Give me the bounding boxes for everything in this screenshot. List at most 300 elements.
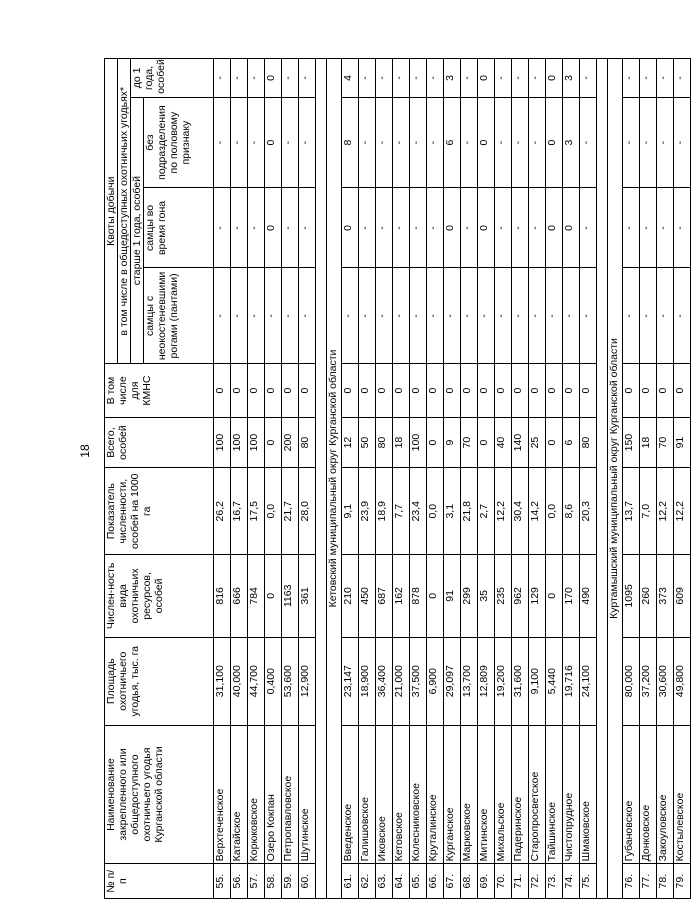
row-density: 8,6	[563, 468, 580, 555]
row-density: 12,2	[674, 468, 691, 555]
row-males-antlers: -	[461, 268, 478, 364]
row-males-antlers: -	[265, 268, 282, 364]
row-under1: -	[623, 59, 640, 98]
row-number: 60.	[299, 864, 316, 899]
header-under1: до 1 года, особей	[131, 59, 214, 98]
row-kmns: 0	[623, 364, 640, 417]
row-under1: -	[393, 59, 410, 98]
row-total: 100	[410, 417, 427, 468]
row-population: 162	[393, 555, 410, 638]
row-total: 0	[427, 417, 444, 468]
row-males-antlers: -	[623, 268, 640, 364]
row-area: 24,100	[580, 637, 597, 725]
row-area: 37,500	[410, 637, 427, 725]
row-name: Петропавловское	[282, 725, 299, 864]
row-kmns: 0	[393, 364, 410, 417]
row-name: Кетовское	[393, 725, 410, 864]
row-males-rut: -	[512, 188, 529, 268]
row-name: Шмаковское	[580, 725, 597, 864]
row-total: 0	[265, 417, 282, 468]
row-population: 129	[529, 555, 546, 638]
row-density: 14,2	[529, 468, 546, 555]
row-males-antlers: -	[580, 268, 597, 364]
row-number: 62.	[359, 864, 376, 899]
row-total: 80	[376, 417, 393, 468]
section-row	[327, 59, 342, 899]
row-males-antlers: -	[495, 268, 512, 364]
row-under1: 0	[478, 59, 495, 98]
spacer-row	[316, 59, 327, 899]
row-under1: 4	[342, 59, 359, 98]
row-males-antlers: -	[640, 268, 657, 364]
row-name: Верхтеченское	[214, 725, 231, 864]
section-title: Куртамышский муниципальный округ Курганской области	[608, 59, 623, 899]
row-population: 35	[478, 555, 495, 638]
table-row	[563, 59, 580, 899]
row-population: 91	[444, 555, 461, 638]
row-under1: -	[282, 59, 299, 98]
row-under1: -	[657, 59, 674, 98]
row-males-antlers: -	[427, 268, 444, 364]
row-kmns: 0	[546, 364, 563, 417]
table-row	[546, 59, 563, 899]
row-males-rut: -	[623, 188, 640, 268]
row-population: 490	[580, 555, 597, 638]
row-name: Падеринское	[512, 725, 529, 864]
row-total: 25	[529, 417, 546, 468]
row-population: 260	[640, 555, 657, 638]
row-area: 13,700	[461, 637, 478, 725]
row-number: 55.	[214, 864, 231, 899]
row-name: Костылевское	[674, 725, 691, 864]
row-population: 609	[674, 555, 691, 638]
row-area: 40,000	[231, 637, 248, 725]
row-area: 23,147	[342, 637, 359, 725]
table-row	[657, 59, 674, 899]
row-males-rut: -	[427, 188, 444, 268]
table-row	[640, 59, 657, 899]
table-row	[674, 59, 691, 899]
header-num: № п/п	[105, 864, 214, 899]
header-quota-group: Квоты добычи	[105, 59, 118, 364]
row-under1: 3	[444, 59, 461, 98]
row-under1: -	[231, 59, 248, 98]
row-no-sex: -	[410, 97, 427, 188]
row-number: 78.	[657, 864, 674, 899]
row-name: Озеро Кокпан	[265, 725, 282, 864]
section-row	[608, 59, 623, 899]
row-density: 0,0	[546, 468, 563, 555]
row-males-antlers: -	[444, 268, 461, 364]
row-males-rut: -	[410, 188, 427, 268]
row-under1: 0	[546, 59, 563, 98]
row-kmns: 0	[265, 364, 282, 417]
table-row	[427, 59, 444, 899]
row-population: 299	[461, 555, 478, 638]
row-total: 0	[478, 417, 495, 468]
row-number: 58.	[265, 864, 282, 899]
row-under1: 0	[265, 59, 282, 98]
row-name: Курганское	[444, 725, 461, 864]
header-males-antlers: самцы с неокостеневшими рогами (пантами)	[144, 268, 214, 364]
row-males-antlers: -	[529, 268, 546, 364]
row-number: 70.	[495, 864, 512, 899]
row-total: 200	[282, 417, 299, 468]
row-kmns: 0	[299, 364, 316, 417]
row-males-antlers: -	[478, 268, 495, 364]
row-density: 13,7	[623, 468, 640, 555]
row-under1: -	[359, 59, 376, 98]
row-males-antlers: -	[546, 268, 563, 364]
row-kmns: 0	[282, 364, 299, 417]
row-population: 666	[231, 555, 248, 638]
row-males-rut: 0	[342, 188, 359, 268]
row-males-rut: 0	[444, 188, 461, 268]
row-males-rut: 0	[265, 188, 282, 268]
row-males-antlers: -	[674, 268, 691, 364]
row-no-sex: -	[657, 97, 674, 188]
row-name: Старопросветское	[529, 725, 546, 864]
row-population: 0	[427, 555, 444, 638]
row-density: 21,7	[282, 468, 299, 555]
row-total: 140	[512, 417, 529, 468]
row-kmns: 0	[376, 364, 393, 417]
row-total: 0	[546, 417, 563, 468]
row-males-rut: -	[376, 188, 393, 268]
row-under1: -	[580, 59, 597, 98]
row-males-antlers: -	[282, 268, 299, 364]
row-name: Шутинское	[299, 725, 316, 864]
row-under1: -	[214, 59, 231, 98]
row-under1: -	[461, 59, 478, 98]
row-kmns: 0	[657, 364, 674, 417]
row-name: Галишовское	[359, 725, 376, 864]
row-kmns: 0	[495, 364, 512, 417]
row-population: 1163	[282, 555, 299, 638]
row-males-rut: -	[657, 188, 674, 268]
row-population: 373	[657, 555, 674, 638]
row-density: 9,1	[342, 468, 359, 555]
row-area: 29,097	[444, 637, 461, 725]
row-number: 77.	[640, 864, 657, 899]
row-area: 18,900	[359, 637, 376, 725]
row-under1: -	[495, 59, 512, 98]
table-row	[461, 59, 478, 899]
header-total: Всего, особей	[105, 417, 214, 468]
spacer-cell	[316, 59, 327, 899]
row-area: 36,400	[376, 637, 393, 725]
row-name: Марковское	[461, 725, 478, 864]
row-number: 57.	[248, 864, 265, 899]
row-total: 91	[674, 417, 691, 468]
row-name: Круталинское	[427, 725, 444, 864]
row-under1: 3	[563, 59, 580, 98]
row-males-rut: -	[248, 188, 265, 268]
row-kmns: 0	[674, 364, 691, 417]
table-row	[529, 59, 546, 899]
row-total: 100	[248, 417, 265, 468]
spacer-row	[597, 59, 608, 899]
row-kmns: 0	[231, 364, 248, 417]
table-row	[376, 59, 393, 899]
table-row	[410, 59, 427, 899]
row-density: 0,0	[265, 468, 282, 555]
row-name: Катайское	[231, 725, 248, 864]
table-body	[214, 59, 691, 899]
row-area: 31,600	[512, 637, 529, 725]
row-under1: -	[640, 59, 657, 98]
row-kmns: 0	[444, 364, 461, 417]
row-area: 53,600	[282, 637, 299, 725]
header-public-group: в том числе в общедоступных охотничьих угодьях*	[118, 59, 131, 364]
row-males-antlers: -	[342, 268, 359, 364]
row-no-sex: -	[231, 97, 248, 188]
table-row	[214, 59, 231, 899]
spacer-cell	[597, 59, 608, 899]
row-no-sex: -	[376, 97, 393, 188]
table-row	[231, 59, 248, 899]
row-no-sex: 6	[444, 97, 461, 188]
table-row	[393, 59, 410, 899]
row-number: 75.	[580, 864, 597, 899]
row-area: 0,400	[265, 637, 282, 725]
row-population: 0	[265, 555, 282, 638]
row-density: 16,7	[231, 468, 248, 555]
row-density: 12,2	[495, 468, 512, 555]
row-number: 65.	[410, 864, 427, 899]
row-area: 9,100	[529, 637, 546, 725]
row-no-sex: -	[393, 97, 410, 188]
row-total: 9	[444, 417, 461, 468]
row-name: Тайшинское	[546, 725, 563, 864]
row-number: 73.	[546, 864, 563, 899]
row-kmns: 0	[512, 364, 529, 417]
row-total: 40	[495, 417, 512, 468]
row-males-rut: -	[299, 188, 316, 268]
row-area: 19,200	[495, 637, 512, 725]
row-males-antlers: -	[512, 268, 529, 364]
table-row	[623, 59, 640, 899]
table-row	[342, 59, 359, 899]
row-number: 72.	[529, 864, 546, 899]
row-no-sex: -	[580, 97, 597, 188]
row-name: Иковское	[376, 725, 393, 864]
row-males-antlers: -	[299, 268, 316, 364]
row-number: 67.	[444, 864, 461, 899]
row-number: 79.	[674, 864, 691, 899]
table-row	[444, 59, 461, 899]
row-density: 30,4	[512, 468, 529, 555]
row-density: 2,7	[478, 468, 495, 555]
row-number: 61.	[342, 864, 359, 899]
row-no-sex: 0	[478, 97, 495, 188]
row-kmns: 0	[640, 364, 657, 417]
row-males-antlers: -	[657, 268, 674, 364]
row-total: 80	[299, 417, 316, 468]
row-population: 962	[512, 555, 529, 638]
table-row	[478, 59, 495, 899]
row-total: 70	[657, 417, 674, 468]
row-name: Михальское	[495, 725, 512, 864]
row-under1: -	[248, 59, 265, 98]
row-name: Чистопрудное	[563, 725, 580, 864]
row-density: 3,1	[444, 468, 461, 555]
row-no-sex: -	[248, 97, 265, 188]
row-total: 50	[359, 417, 376, 468]
row-males-rut: -	[461, 188, 478, 268]
row-name: Введенское	[342, 725, 359, 864]
row-no-sex: -	[512, 97, 529, 188]
row-population: 687	[376, 555, 393, 638]
row-males-antlers: -	[563, 268, 580, 364]
row-males-antlers: -	[231, 268, 248, 364]
row-name: Губановское	[623, 725, 640, 864]
header-no-sex: без подразделения по половому признаку	[144, 97, 214, 188]
table-row	[495, 59, 512, 899]
row-kmns: 0	[563, 364, 580, 417]
row-number: 64.	[393, 864, 410, 899]
table-row	[265, 59, 282, 899]
row-under1: -	[427, 59, 444, 98]
row-males-rut: -	[359, 188, 376, 268]
header-density: Показатель численности, особей на 1000 га	[105, 468, 214, 555]
row-kmns: 0	[342, 364, 359, 417]
row-under1: -	[376, 59, 393, 98]
row-total: 12	[342, 417, 359, 468]
row-population: 878	[410, 555, 427, 638]
row-population: 0	[546, 555, 563, 638]
row-area: 49,800	[674, 637, 691, 725]
row-total: 100	[214, 417, 231, 468]
table-row	[580, 59, 597, 899]
row-population: 210	[342, 555, 359, 638]
row-males-rut: -	[231, 188, 248, 268]
row-no-sex: -	[359, 97, 376, 188]
row-males-antlers: -	[248, 268, 265, 364]
row-population: 1095	[623, 555, 640, 638]
row-no-sex: -	[282, 97, 299, 188]
row-population: 784	[248, 555, 265, 638]
row-males-rut: -	[674, 188, 691, 268]
row-population: 450	[359, 555, 376, 638]
row-density: 17,5	[248, 468, 265, 555]
row-kmns: 0	[214, 364, 231, 417]
row-kmns: 0	[410, 364, 427, 417]
row-area: 37,200	[640, 637, 657, 725]
row-population: 235	[495, 555, 512, 638]
row-density: 28,0	[299, 468, 316, 555]
row-total: 6	[563, 417, 580, 468]
row-males-rut: -	[393, 188, 410, 268]
table-row	[282, 59, 299, 899]
header-area: Площадь охотничьего угодья, тыс. га	[105, 637, 214, 725]
row-under1: -	[674, 59, 691, 98]
section-title: Кетовский муниципальный округ Курганской области	[327, 59, 342, 899]
row-density: 20,3	[580, 468, 597, 555]
row-males-antlers: -	[393, 268, 410, 364]
row-density: 7,0	[640, 468, 657, 555]
row-males-rut: -	[495, 188, 512, 268]
row-males-antlers: -	[359, 268, 376, 364]
row-name: Корюковское	[248, 725, 265, 864]
row-under1: -	[529, 59, 546, 98]
row-number: 71.	[512, 864, 529, 899]
quota-table	[104, 58, 691, 899]
page-number: 18	[78, 444, 92, 458]
row-population: 816	[214, 555, 231, 638]
row-males-antlers: -	[214, 268, 231, 364]
row-males-rut: 0	[478, 188, 495, 268]
header-males-rut: самцы во время гона	[144, 188, 214, 268]
row-number: 63.	[376, 864, 393, 899]
table-row	[248, 59, 265, 899]
row-no-sex: -	[640, 97, 657, 188]
row-total: 70	[461, 417, 478, 468]
row-area: 80,000	[623, 637, 640, 725]
row-area: 12,809	[478, 637, 495, 725]
row-under1: -	[512, 59, 529, 98]
row-area: 31,100	[214, 637, 231, 725]
row-population: 361	[299, 555, 316, 638]
row-no-sex: 0	[546, 97, 563, 188]
row-no-sex: 8	[342, 97, 359, 188]
row-area: 44,700	[248, 637, 265, 725]
row-males-rut: 0	[563, 188, 580, 268]
header-population: Числен-ность вида охотничьих ресурсов, особей	[105, 555, 214, 638]
row-total: 18	[640, 417, 657, 468]
row-no-sex: 0	[265, 97, 282, 188]
row-density: 18,9	[376, 468, 393, 555]
row-area: 5,440	[546, 637, 563, 725]
row-no-sex: -	[427, 97, 444, 188]
row-area: 6,900	[427, 637, 444, 725]
row-no-sex: 3	[563, 97, 580, 188]
row-number: 68.	[461, 864, 478, 899]
row-name: Донковское	[640, 725, 657, 864]
row-kmns: 0	[248, 364, 265, 417]
row-name: Митинское	[478, 725, 495, 864]
row-males-antlers: -	[410, 268, 427, 364]
row-males-rut: 0	[546, 188, 563, 268]
table-row	[512, 59, 529, 899]
row-kmns: 0	[529, 364, 546, 417]
row-males-rut: -	[580, 188, 597, 268]
row-males-antlers: -	[376, 268, 393, 364]
row-density: 7,7	[393, 468, 410, 555]
row-total: 80	[580, 417, 597, 468]
row-males-rut: -	[529, 188, 546, 268]
row-no-sex: -	[623, 97, 640, 188]
row-total: 18	[393, 417, 410, 468]
row-density: 12,2	[657, 468, 674, 555]
row-no-sex: -	[461, 97, 478, 188]
row-kmns: 0	[478, 364, 495, 417]
row-area: 30,600	[657, 637, 674, 725]
row-density: 0,0	[427, 468, 444, 555]
row-kmns: 0	[461, 364, 478, 417]
header-older-group: старше 1 года, особей	[131, 97, 144, 364]
row-number: 66.	[427, 864, 444, 899]
row-kmns: 0	[580, 364, 597, 417]
row-density: 26,2	[214, 468, 231, 555]
row-no-sex: -	[495, 97, 512, 188]
header-name: Наименование закрепленного или общедоступного охотничьего угодья Курганской области	[105, 725, 214, 864]
row-number: 59.	[282, 864, 299, 899]
row-name: Колесниковское	[410, 725, 427, 864]
header-kmns: В том числе для КМНС	[105, 364, 214, 417]
table-row	[299, 59, 316, 899]
table-row	[359, 59, 376, 899]
